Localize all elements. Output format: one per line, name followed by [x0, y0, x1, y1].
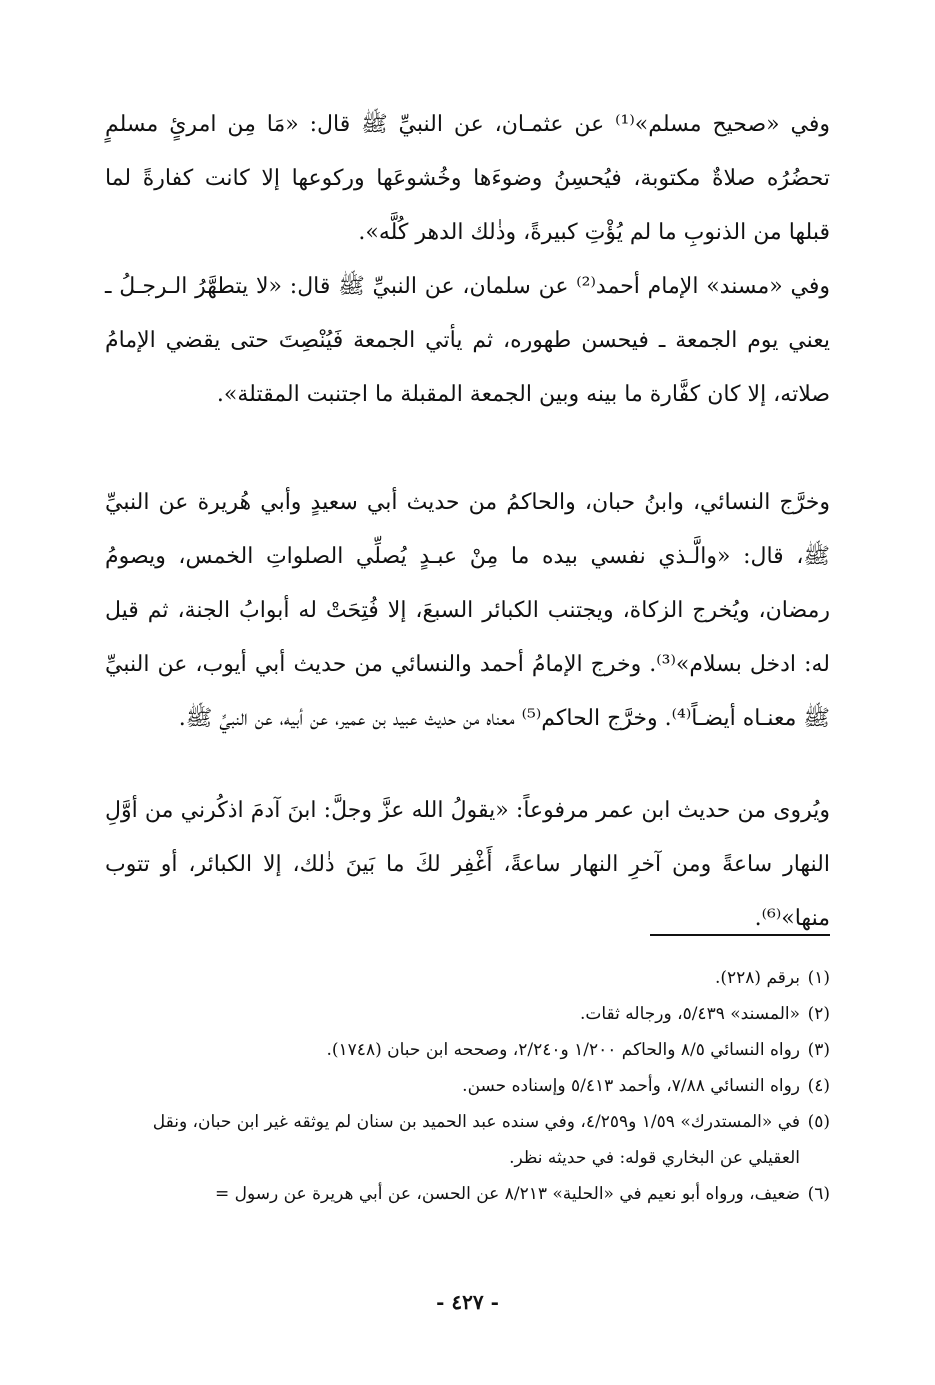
footnote-number: (٦) — [807, 1184, 830, 1204]
footnote-number: (٢) — [807, 1004, 830, 1024]
footnote-item — [105, 1068, 830, 1104]
footnote-item — [105, 1176, 830, 1212]
footnote-item — [105, 1104, 830, 1176]
footnote-item — [105, 996, 830, 1032]
body-paragraph: وخرَّج النسائي، وابنُ حبان، والحاكمُ من حديث أبي سعيدٍ وأبي هُريرة عن النبيِّ ﷺ، قال: «والَّـذي نفسي بيده ما مِنْ عبـدٍ يُصلِّي الصلواتِ الخمس، ويصومُ رمضان، ويُخرج الزكاة، ويجتنب الكبائر السبعَ، إلا فُتِحَتْ له أبوابُ الجنة، ثم قيل له: ادخل بسلام»⁽³⁾. وخرج الإمامُ أحمد والنسائي من حديث أبي أيوب، عن النبيِّ ﷺ معنـاه أيضـاً⁽⁴⁾. وخرَّج الحاكم⁽⁵⁾ معناه من حديث عبيد بن عمير، عن أبيه، عن النبيِّ ﷺ. — [105, 490, 830, 731]
footnotes-list — [105, 960, 830, 1212]
footnote-item — [105, 960, 830, 996]
footnote-text: رواه النسائي ٨/٥ والحاكم ١/٢٠٠ و٢/٢٤٠، وصححه ابن حبان (١٧٤٨). — [326, 1040, 800, 1060]
body-paragraph: وفي «مسند» الإمام أحمد⁽²⁾ عن سلمان، عن النبيِّ ﷺ قال: «لا يتطهَّرُ الـرجـلُ ـ يعني يوم الجمعة ـ فيحسن طهوره، ثم يأتي الجمعة فَيُنْصِتَ حتى يقضي الإمامُ صلاته، إلا كان كفَّارة ما بينه وبين الجمعة المقبلة ما اجتنبت المقتلة». — [105, 274, 830, 407]
body-paragraph: وفي «صحيح مسلم»⁽¹⁾ عن عثمـان، عن النبيِّ ﷺ قال: «مَا مِن امرئٍ مسلمٍ تحضُرُه صلاةٌ مكتوبة، فيُحسِنُ وضوءَها وخُشوعَها وركوعها إلا كانت كفارةً لما قبلها من الذنوبِ ما لم يُؤْتِ كبيرةً، وذٰلك الدهر كُلَّه». — [105, 112, 830, 245]
footnote-number: (٥) — [807, 1112, 830, 1132]
footnote-text: في «المستدرك» ١/٥٩ و٤/٢٥٩، وفي سنده عبد الحميد بن سنان لم يوثقه غير ابن حبان، ونقل العقيلي عن البخاري قوله: في حديثه نظر. — [152, 1112, 800, 1168]
footnote-text: برقم (٢٢٨). — [714, 968, 800, 988]
footnote-text: ضعيف، ورواه أبو نعيم في «الحلية» ٨/٢١٣ عن الحسن، عن أبي هريرة عن رسول = — [214, 1184, 800, 1204]
footnote-number: (٣) — [807, 1040, 830, 1060]
footnote-number: (١) — [807, 968, 830, 988]
body-paragraph: ويُروى من حديث ابن عمر مرفوعاً: «يقولُ الله عزَّ وجلَّ: ابنَ آدمَ اذكُرني من أوَّلِ النهار ساعةً ومن آخرِ النهار ساعةً، أَغْفِر لكَ ما بَينَ ذٰلك، إلا الكبائر، أو تتوب منها»⁽⁶⁾. — [105, 798, 830, 931]
footnote-text: رواه النسائي ٧/٨٨، وأحمد ٥/٤١٣ وإسناده حسن. — [462, 1076, 800, 1096]
footnote-item — [105, 1032, 830, 1068]
footnote-divider — [650, 934, 830, 936]
footnote-text: «المسند» ٥/٤٣٩، ورجاله ثقات. — [579, 1004, 800, 1024]
footnote-number: (٤) — [807, 1076, 830, 1096]
page-number: - ٤٢٧ - — [436, 1290, 499, 1314]
